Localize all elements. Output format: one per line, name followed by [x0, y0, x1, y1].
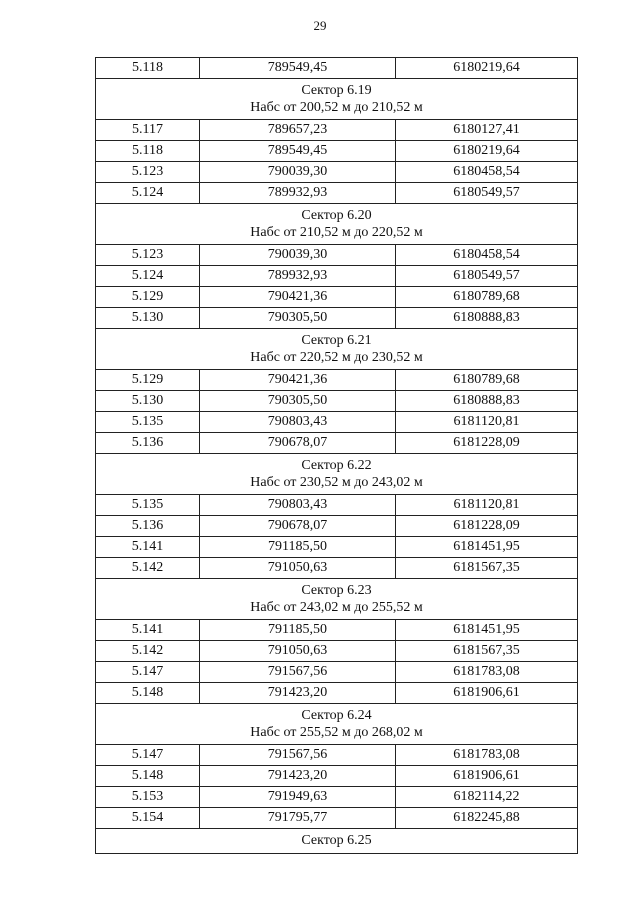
- table-row: [96, 245, 578, 266]
- x-coordinate-cell: 790421,36: [200, 287, 396, 308]
- coordinates-table: [95, 57, 578, 854]
- table-row: [96, 766, 578, 787]
- y-coordinate-cell: 6181567,35: [396, 558, 578, 579]
- sector-height-range: Набс от 200,52 м до 210,52 м: [250, 100, 423, 115]
- sector-header-cell: [96, 329, 578, 370]
- y-coordinate-cell: 6181120,81: [396, 412, 578, 433]
- sector-height-range: Набс от 210,52 м до 220,52 м: [250, 225, 423, 240]
- sector-header-cell: [96, 829, 578, 854]
- table-row: [96, 808, 578, 829]
- point-id-cell: 5.135: [96, 412, 200, 433]
- sector-title: Сектор 6.20: [301, 208, 372, 223]
- point-id-cell: 5.124: [96, 266, 200, 287]
- point-id-cell: 5.130: [96, 308, 200, 329]
- table-row: [96, 495, 578, 516]
- point-id-cell: 5.124: [96, 183, 200, 204]
- x-coordinate-cell: 791949,63: [200, 787, 396, 808]
- x-coordinate-cell: 789932,93: [200, 266, 396, 287]
- table-row: [96, 120, 578, 141]
- point-id-cell: 5.123: [96, 245, 200, 266]
- table-row: [96, 266, 578, 287]
- sector-height-range: Набс от 220,52 м до 230,52 м: [250, 350, 423, 365]
- table-row: [96, 58, 578, 79]
- y-coordinate-cell: 6182245,88: [396, 808, 578, 829]
- sector-header-row: [96, 579, 578, 620]
- sector-header-row: [96, 454, 578, 495]
- x-coordinate-cell: 789549,45: [200, 58, 396, 79]
- y-coordinate-cell: 6180219,64: [396, 141, 578, 162]
- x-coordinate-cell: 791185,50: [200, 620, 396, 641]
- y-coordinate-cell: 6181783,08: [396, 745, 578, 766]
- point-id-cell: 5.129: [96, 370, 200, 391]
- sector-header-row: [96, 204, 578, 245]
- point-id-cell: 5.153: [96, 787, 200, 808]
- table-row: [96, 558, 578, 579]
- x-coordinate-cell: 790421,36: [200, 370, 396, 391]
- point-id-cell: 5.136: [96, 516, 200, 537]
- point-id-cell: 5.136: [96, 433, 200, 454]
- sector-height-range: Набс от 243,02 м до 255,52 м: [250, 600, 423, 615]
- table-row: [96, 287, 578, 308]
- table-row: [96, 183, 578, 204]
- point-id-cell: 5.154: [96, 808, 200, 829]
- table-row: [96, 620, 578, 641]
- y-coordinate-cell: 6181906,61: [396, 766, 578, 787]
- table-row: [96, 537, 578, 558]
- y-coordinate-cell: 6181451,95: [396, 620, 578, 641]
- y-coordinate-cell: 6180549,57: [396, 266, 578, 287]
- sector-header-cell: [96, 579, 578, 620]
- x-coordinate-cell: 790039,30: [200, 245, 396, 266]
- x-coordinate-cell: 791185,50: [200, 537, 396, 558]
- x-coordinate-cell: 789549,45: [200, 141, 396, 162]
- x-coordinate-cell: 791050,63: [200, 641, 396, 662]
- sector-title: Сектор 6.21: [301, 333, 372, 348]
- x-coordinate-cell: 791567,56: [200, 662, 396, 683]
- sector-header-cell: [96, 704, 578, 745]
- table-row: [96, 433, 578, 454]
- table-row: [96, 683, 578, 704]
- sector-title: Сектор 6.22: [301, 458, 372, 473]
- coordinates-table-body: [96, 58, 578, 854]
- table-row: [96, 308, 578, 329]
- y-coordinate-cell: 6180789,68: [396, 287, 578, 308]
- table-row: [96, 162, 578, 183]
- sector-header-cell: [96, 454, 578, 495]
- table-row: [96, 141, 578, 162]
- x-coordinate-cell: 790305,50: [200, 391, 396, 412]
- x-coordinate-cell: 791795,77: [200, 808, 396, 829]
- table-row: [96, 745, 578, 766]
- table-row: [96, 662, 578, 683]
- table-row: [96, 641, 578, 662]
- y-coordinate-cell: 6181906,61: [396, 683, 578, 704]
- y-coordinate-cell: 6180888,83: [396, 308, 578, 329]
- y-coordinate-cell: 6180458,54: [396, 162, 578, 183]
- sector-header-cell: [96, 204, 578, 245]
- y-coordinate-cell: 6180549,57: [396, 183, 578, 204]
- x-coordinate-cell: 791423,20: [200, 766, 396, 787]
- sector-title: Сектор 6.19: [301, 83, 372, 98]
- point-id-cell: 5.129: [96, 287, 200, 308]
- x-coordinate-cell: 790803,43: [200, 495, 396, 516]
- point-id-cell: 5.130: [96, 391, 200, 412]
- point-id-cell: 5.141: [96, 537, 200, 558]
- point-id-cell: 5.142: [96, 558, 200, 579]
- table-row: [96, 787, 578, 808]
- sector-title: Сектор 6.25: [301, 833, 372, 848]
- y-coordinate-cell: 6181567,35: [396, 641, 578, 662]
- sector-title: Сектор 6.23: [301, 583, 372, 598]
- x-coordinate-cell: 791567,56: [200, 745, 396, 766]
- point-id-cell: 5.148: [96, 766, 200, 787]
- y-coordinate-cell: 6180789,68: [396, 370, 578, 391]
- y-coordinate-cell: 6181451,95: [396, 537, 578, 558]
- x-coordinate-cell: 791423,20: [200, 683, 396, 704]
- table-row: [96, 370, 578, 391]
- y-coordinate-cell: 6180458,54: [396, 245, 578, 266]
- point-id-cell: 5.135: [96, 495, 200, 516]
- point-id-cell: 5.147: [96, 662, 200, 683]
- point-id-cell: 5.142: [96, 641, 200, 662]
- table-row: [96, 412, 578, 433]
- table-row: [96, 516, 578, 537]
- y-coordinate-cell: 6181228,09: [396, 433, 578, 454]
- sector-header-row: [96, 704, 578, 745]
- point-id-cell: 5.147: [96, 745, 200, 766]
- x-coordinate-cell: 791050,63: [200, 558, 396, 579]
- sector-header-cell: [96, 79, 578, 120]
- point-id-cell: 5.117: [96, 120, 200, 141]
- x-coordinate-cell: 789657,23: [200, 120, 396, 141]
- sector-height-range: Набс от 230,52 м до 243,02 м: [250, 475, 423, 490]
- sector-title: Сектор 6.24: [301, 708, 372, 723]
- x-coordinate-cell: 789932,93: [200, 183, 396, 204]
- x-coordinate-cell: 790039,30: [200, 162, 396, 183]
- sector-header-row: [96, 329, 578, 370]
- y-coordinate-cell: 6180127,41: [396, 120, 578, 141]
- y-coordinate-cell: 6181120,81: [396, 495, 578, 516]
- x-coordinate-cell: 790803,43: [200, 412, 396, 433]
- x-coordinate-cell: 790305,50: [200, 308, 396, 329]
- page-number: 29: [313, 18, 327, 33]
- point-id-cell: 5.118: [96, 141, 200, 162]
- y-coordinate-cell: 6182114,22: [396, 787, 578, 808]
- y-coordinate-cell: 6180219,64: [396, 58, 578, 79]
- y-coordinate-cell: 6180888,83: [396, 391, 578, 412]
- y-coordinate-cell: 6181228,09: [396, 516, 578, 537]
- x-coordinate-cell: 790678,07: [200, 433, 396, 454]
- sector-header-row: [96, 829, 578, 854]
- y-coordinate-cell: 6181783,08: [396, 662, 578, 683]
- point-id-cell: 5.148: [96, 683, 200, 704]
- point-id-cell: 5.141: [96, 620, 200, 641]
- x-coordinate-cell: 790678,07: [200, 516, 396, 537]
- point-id-cell: 5.118: [96, 58, 200, 79]
- sector-height-range: Набс от 255,52 м до 268,02 м: [250, 725, 423, 740]
- table-row: [96, 391, 578, 412]
- point-id-cell: 5.123: [96, 162, 200, 183]
- sector-header-row: [96, 79, 578, 120]
